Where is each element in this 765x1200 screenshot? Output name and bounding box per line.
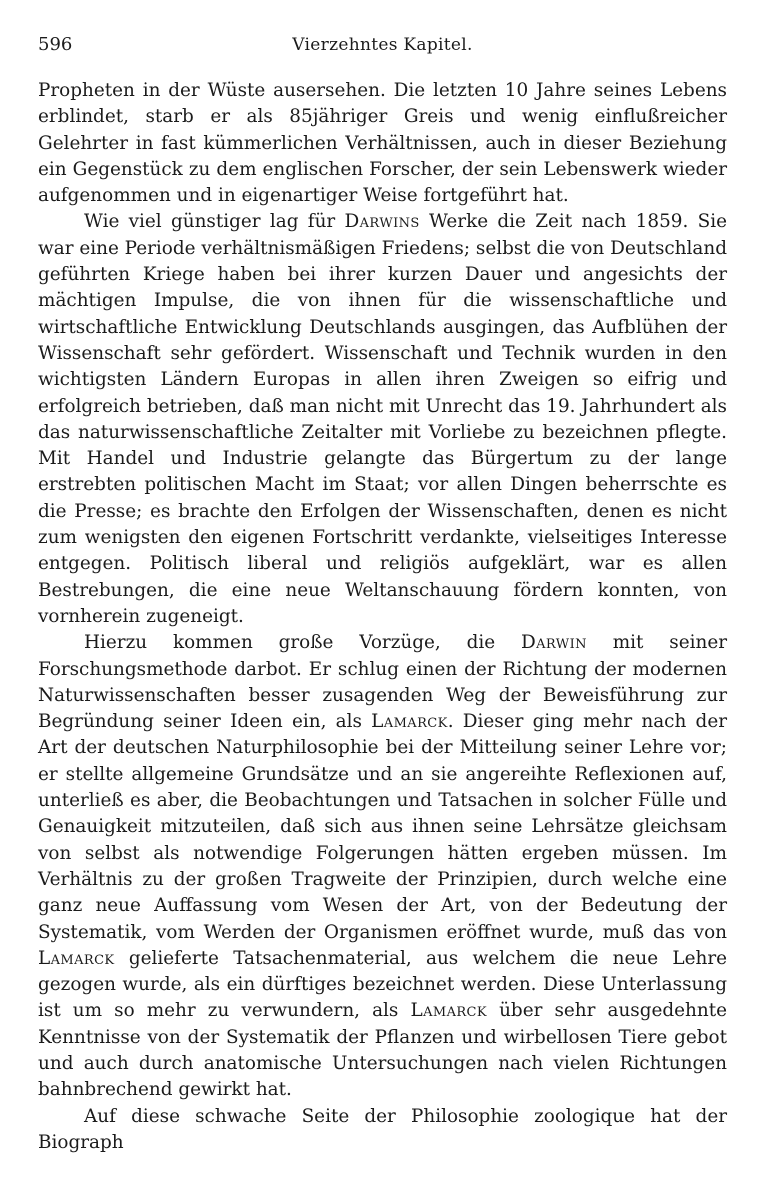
text-run: gelieferte Tatsachenmaterial, aus welchem die neue Lehre gezogen wurde, als ein dürftiges bezeichnet werden. Diese Unterlassung ist um so mehr zu verwundern, als	[38, 947, 727, 1022]
text-run: Wie viel günstiger lag für	[84, 211, 345, 233]
running-head	[38, 30, 727, 60]
paragraph	[38, 209, 727, 630]
text-run: Werke die Zeit nach 1859. Sie war eine Periode verhältnismäßigen Friedens; selbst die von Deutschland geführten Kriege haben bei ihrer kurzen Dauer und angesichts der mächtigen Impulse, die von ihnen für die wissenschaftliche und wirtschaftliche Entwicklung Deutschlands ausgingen, das Aufblühen der Wissenschaft sehr gefördert. Wissenschaft und Technik wurden in den wichtigsten Ländern Europas in allen ihren Zweigen so eifrig und erfolgreich betrieben, daß man nicht mit Unrecht das 19. Jahrhundert als das naturwissenschaftliche Zeitalter mit Vorliebe zu bezeichnen pflegte. Mit Handel und Industrie gelangte das Bürgertum zu der lange erstrebten politischen Macht im Staat; vor allen Dingen beherrschte es die Presse; es brachte den Erfolgen der Wissenschaften, denen es nicht zum wenigsten den eigenen Fortschritt verdankte, vielseitiges Interesse entgegen. Politisch liberal und religiös aufgeklärt, war es allen Bestrebungen, die eine neue Weltanschauung fördern konnten, von vornherein zugeneigt.	[38, 211, 727, 627]
chapter-title: Vierzehntes Kapitel.	[292, 35, 473, 55]
author-name: Lamarck	[371, 711, 448, 733]
body-text	[38, 78, 727, 1156]
paragraph-continues	[38, 1104, 727, 1157]
paragraph-continued	[38, 78, 727, 209]
paragraph	[38, 630, 727, 1103]
text-run: . Dieser ging mehr nach der Art der deutschen Naturphilosophie bei der Mitteilung seiner Lehre vor; er stellte allgemeine Grundsätze und an sie angereihte Reflexionen auf, unterließ es aber, die Beobachtungen und Tatsachen in solcher Fülle und Genauigkeit mitzuteilen, daß sich aus ihnen seine Lehrsätze gleichsam von selbst als notwendige Folgerungen hätten ergeben müssen. Im Verhältnis zu der großen Tragweite der Prinzipien, durch welche eine ganz neue Auffassung vom Wesen der Art, von der Bedeutung der Systematik, vom Werden der Organismen eröffnet wurde, muß das von	[38, 711, 727, 943]
text-run: Auf diese schwache Seite der Philosophie zoologique hat der Biograph	[38, 1105, 727, 1153]
text-run: über sehr ausgedehnte Kenntnisse von der Systematik der Pflanzen und wirbellosen Tiere gebot und auch durch anatomische Untersuchungen nach vielen Richtungen bahnbrechend gewirkt hat.	[38, 1000, 727, 1101]
text-run: Hierzu kommen große Vorzüge, die	[84, 632, 521, 654]
text-run: mit seiner Forschungsmethode darbot. Er schlug einen der Richtung der modernen Naturwissenschaften besser zusagenden Weg der Beweisführung zur Begründung seiner Ideen ein, als	[38, 632, 727, 733]
text-run: Propheten in der Wüste ausersehen. Die letzten 10 Jahre seines Lebens erblindet, starb er als 85jähriger Greis und wenig einflußreicher Gelehrter in fast kümmerlichen Verhältnissen, auch in dieser Beziehung ein Gegenstück zu dem englischen Forscher, der sein Lebenswerk wieder aufgenommen und in eigenartiger Weise fortgeführt hat.	[38, 80, 727, 207]
author-name: Darwin	[520, 632, 587, 654]
page-number: 596	[38, 34, 73, 55]
author-name: Lamarck	[38, 947, 115, 969]
author-name: Lamarck	[410, 1000, 487, 1022]
author-name: Darwins	[344, 211, 420, 233]
